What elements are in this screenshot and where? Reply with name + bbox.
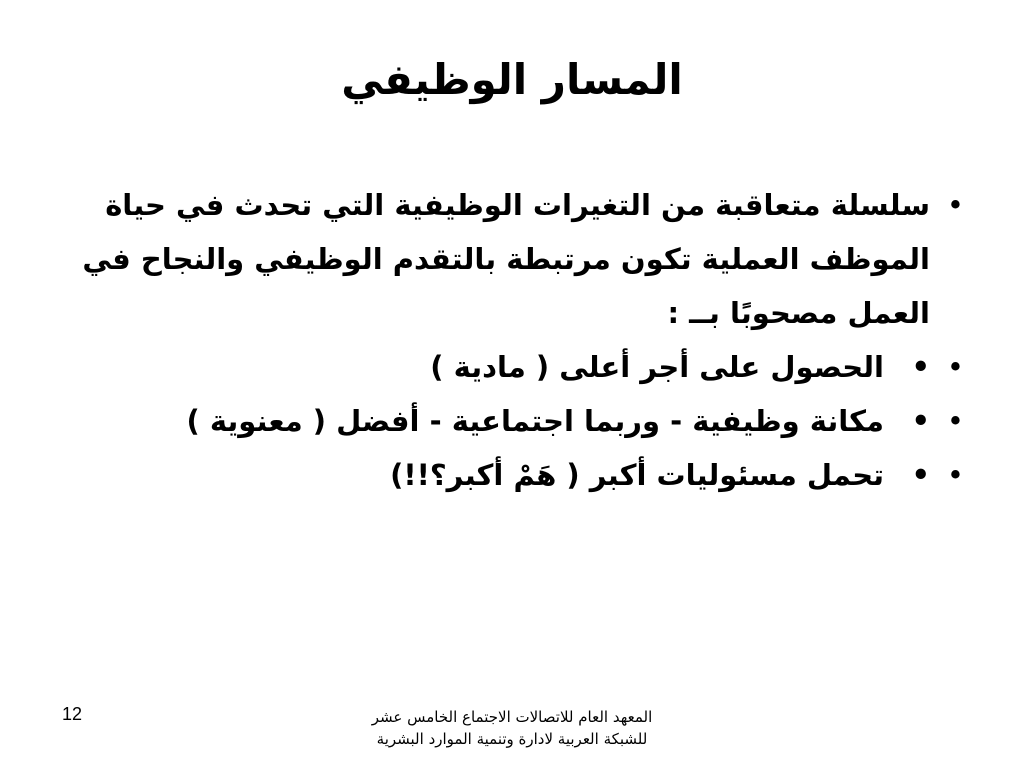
bullet-icon: • [911, 458, 930, 492]
bullet-icon: • [946, 188, 964, 222]
page-number: 12 [62, 704, 83, 724]
list-item-intro [74, 178, 964, 340]
footer [0, 706, 1024, 750]
bullet-icon: • [946, 404, 964, 438]
bullet-list [74, 178, 964, 502]
bullet-icon: • [911, 404, 930, 438]
bullet-icon: • [911, 350, 930, 384]
list-item [74, 340, 964, 394]
bullet-icon: • [946, 350, 964, 384]
list-item [74, 448, 964, 502]
footer-line-2: للشبكة العربية لادارة وتنمية الموارد البشرية [376, 730, 648, 748]
list-item [74, 394, 964, 448]
list-item-text: تحمل مسئوليات أكبر ( هَمْ أكبر؟!!) [390, 458, 884, 492]
list-item-text: الحصول على أجر أعلى ( مادية ) [430, 350, 884, 384]
intro-text: سلسلة متعاقبة من التغيرات الوظيفية التي تحدث في حياة الموظف العملية تكون مرتبطة بالتقدم الوظيفي والنجاح في العمل مصحوبًا بــ : [82, 188, 930, 330]
slide-title: المسار الوظيفي [341, 55, 683, 104]
bullet-icon: • [946, 458, 964, 492]
list-item-text: مكانة وظيفية - وربما اجتماعية - أفضل ( معنوية ) [186, 404, 884, 438]
footer-line-1: المعهد العام للاتصالات الاجتماع الخامس عشر [371, 708, 653, 726]
